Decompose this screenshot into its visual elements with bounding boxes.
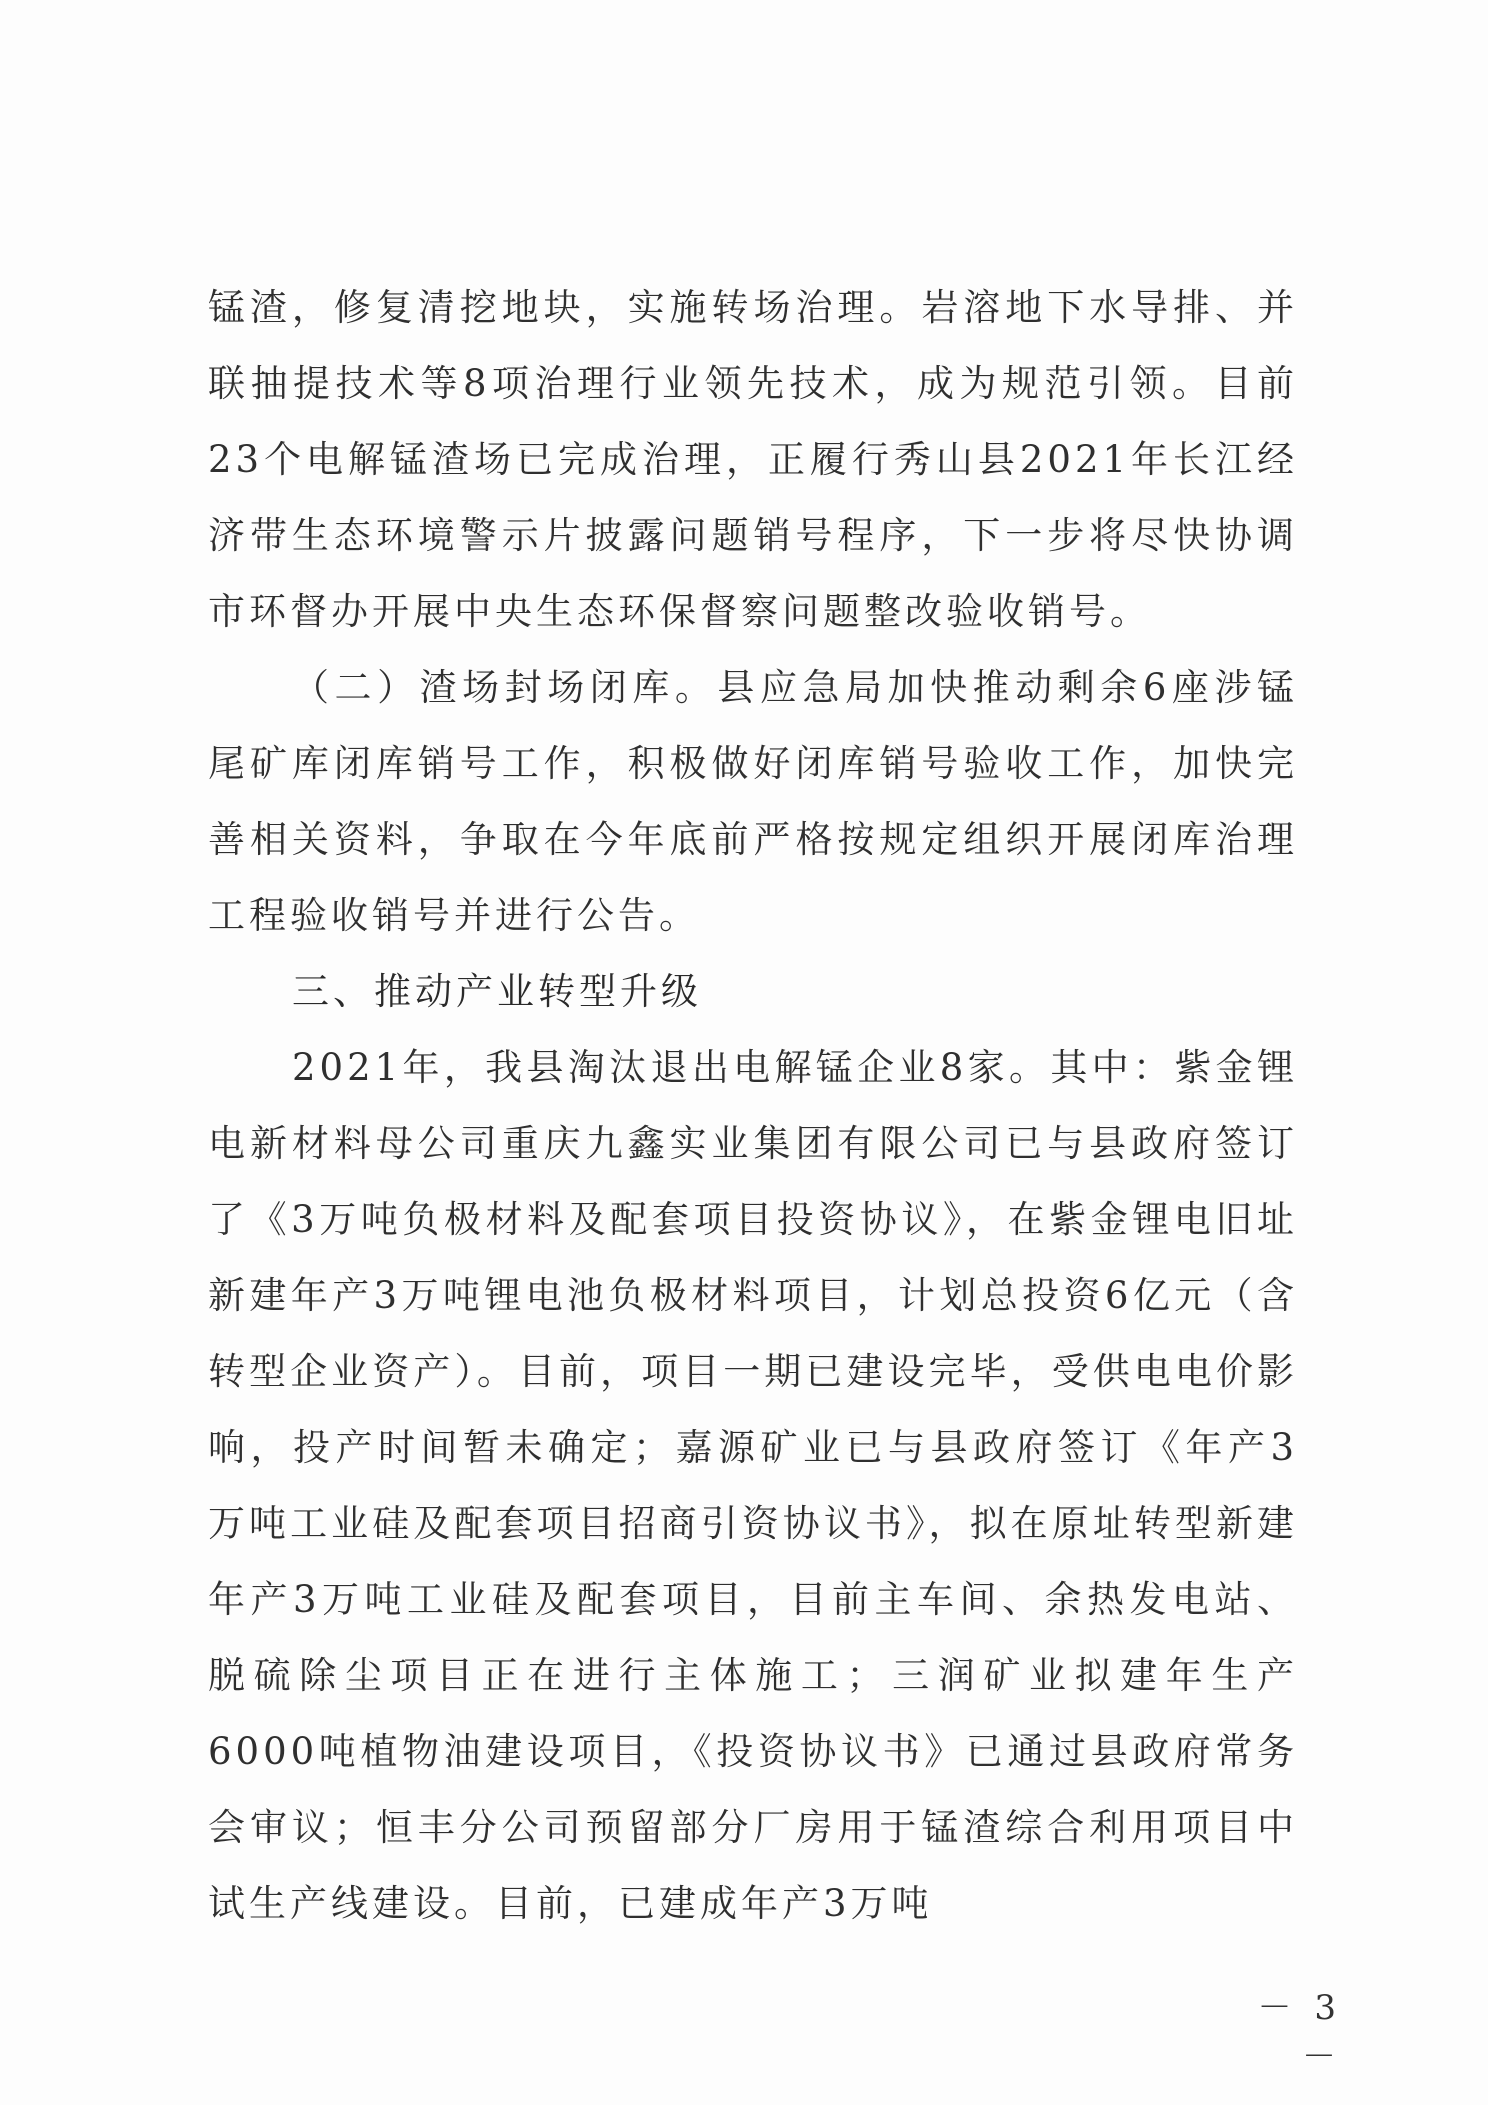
section-heading-industry-upgrade: 三、推动产业转型升级: [292, 970, 702, 1013]
page-number: － 3 －: [1257, 1988, 1342, 2077]
paragraph-industry-transformation: 2021年，我县淘汰退出电解锰企业8家。其中：紫金锂电新材料母公司重庆九鑫实业集团有限公司已与县政府签订了《3万吨负极材料及配套项目投资协议》，在紫金锂电旧址新建年产3万吨锂电池负极材料项目，计划总投资6亿元（含转型企业资产）。目前，项目一期已建设完毕，受供电电价影响，投产时间暂未确定；嘉源矿业已与县政府签订《年产3万吨工业硅及配套项目招商引资协议书》，拟在原址转型新建年产3万吨工业硅及配套项目，目前主车间、余热发电站、脱硫除尘项目正在进行主体施工；三润矿业拟建年生产6000吨植物油建设项目，《投资协议书》已通过县政府常务会审议；恒丰分公司预留部分厂房用于锰渣综合利用项目中试生产线建设。目前，已建成年产3万吨: [208, 1046, 1298, 1925]
paragraph-tailings-closure: （二）渣场封场闭库。县应急局加快推动剩余6座涉锰尾矿库闭库销号工作，积极做好闭库销号验收工作，加快完善相关资料，争取在今年底前严格按规定组织开展闭库治理工程验收销号并进行公告。: [208, 666, 1298, 937]
paragraph-manganese-residue-treatment: 锰渣，修复清挖地块，实施转场治理。岩溶地下水导排、并联抽提技术等8项治理行业领先技术，成为规范引领。目前23个电解锰渣场已完成治理，正履行秀山县2021年长江经济带生态环境警示片披露问题销号程序，下一步将尽快协调市环督办开展中央生态环保督察问题整改验收销号。: [208, 286, 1298, 633]
document-body: [208, 270, 1298, 1942]
